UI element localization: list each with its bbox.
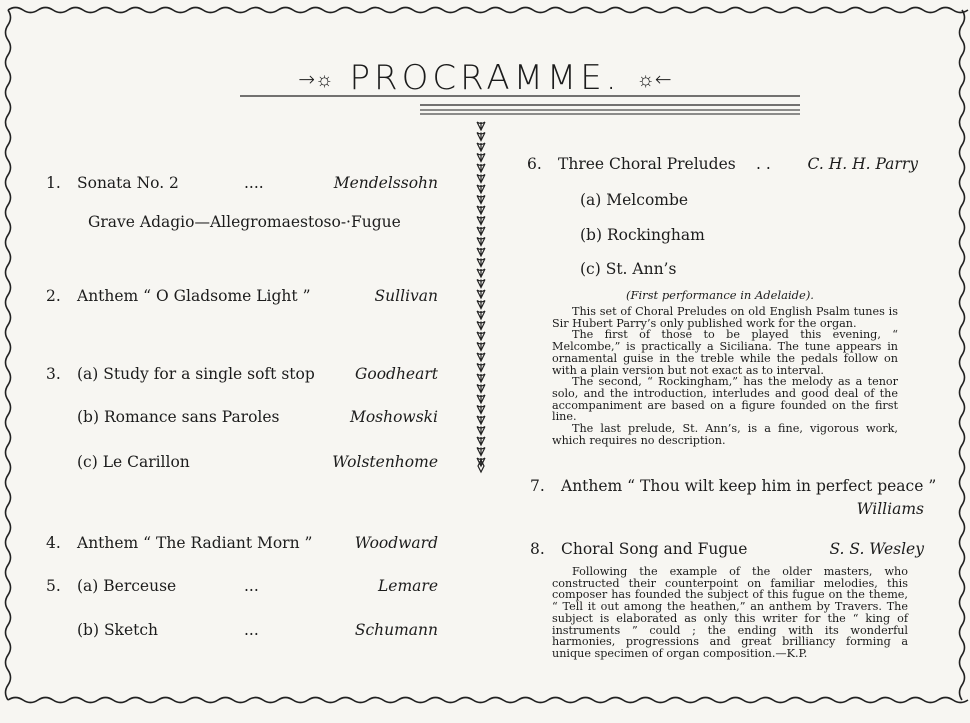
item-number: 4. <box>46 534 61 552</box>
item-number: 3. <box>46 365 61 383</box>
composer: Woodward <box>354 534 438 552</box>
item-number: 8. <box>530 540 545 558</box>
composer: S. S. Wesley <box>829 540 924 558</box>
sub-item: (c) St. Ann’s <box>580 260 677 278</box>
note-paragraph: The first of those to be played this evening, “ Melcombe,” is practically a Siciliana. The tune appears in ornamental guise in the treble while the pedals follow on with a plain version but not exact as to interval. <box>552 328 898 377</box>
composer: C. H. H. Parry <box>807 155 918 173</box>
sub-item: (a) Study for a single soft stop <box>77 365 315 383</box>
leader-dots: .... <box>244 174 264 192</box>
note-paragraph: This set of Choral Preludes on old English Psalm tunes is Sir Hubert Parry’s only published work for the organ. <box>552 305 898 330</box>
item-title: Anthem “ O Gladsome Light ” <box>77 287 311 305</box>
sub-item: (a) Melcombe <box>580 191 689 209</box>
note-paragraph: Following the example of the older masters, who constructed their counterpoint on familiar melodies, this composer has founded the subject of this fugue on the theme, “ Tell it out among the heathen,” an anthem by Travers. The subject is elaborated as only this writer for the “ king of instruments ” could ; the ending with its wonderful harmonies, progressions and great brilliancy forming a unique specimen of organ composition.—K.P. <box>552 565 908 660</box>
leader-dots: ... <box>244 577 259 595</box>
item-title: Anthem “ Thou wilt keep him in perfect peace ” <box>561 477 937 495</box>
leader-dots: ... <box>244 621 259 639</box>
prelude-notes <box>552 306 898 446</box>
composer: Mendelssohn <box>333 174 438 192</box>
page-title <box>0 58 970 98</box>
fugue-note <box>552 566 908 660</box>
movements: Grave Adagio—Allegromaestoso-·Fugue <box>88 213 401 231</box>
sub-item: (b) Romance sans Paroles <box>77 408 280 426</box>
composer: Goodheart <box>354 365 438 383</box>
item-title: Choral Song and Fugue <box>561 540 748 558</box>
composer: Moshowski <box>349 408 438 426</box>
first-performance-note: (First performance in Adelaide). <box>626 288 814 302</box>
item-number: 2. <box>46 287 61 305</box>
sub-item: (b) Sketch <box>77 621 159 639</box>
sub-item: (b) Rockingham <box>580 226 705 244</box>
sub-item: (c) Le Carillon <box>77 453 190 471</box>
right-ornament-icon: ☼← <box>636 67 672 91</box>
composer: Williams <box>856 500 924 518</box>
item-number: 6. <box>527 155 542 173</box>
item-number: 1. <box>46 174 61 192</box>
sub-item: (a) Berceuse <box>77 577 177 595</box>
composer: Wolstenhome <box>332 453 438 471</box>
title-text: PROCRAMME. <box>349 58 621 98</box>
leader-dots: . . <box>756 155 771 173</box>
item-title: Anthem “ The Radiant Morn ” <box>77 534 313 552</box>
item-title: Sonata No. 2 <box>77 174 179 192</box>
item-number: 5. <box>46 577 61 595</box>
left-ornament-icon: →☼ <box>298 67 334 91</box>
composer: Schumann <box>354 621 438 639</box>
composer: Lemare <box>378 577 438 595</box>
composer: Sullivan <box>374 287 438 305</box>
note-paragraph: The last prelude, St. Ann’s, is a fine, vigorous work, which requires no description. <box>552 422 898 447</box>
item-number: 7. <box>530 477 545 495</box>
item-title: Three Choral Preludes <box>558 155 736 173</box>
note-paragraph: The second, “ Rockingham,” has the melody as a tenor solo, and the introduction, interludes and good deal of the accompaniment are based on a figure founded on the first line. <box>552 375 898 424</box>
